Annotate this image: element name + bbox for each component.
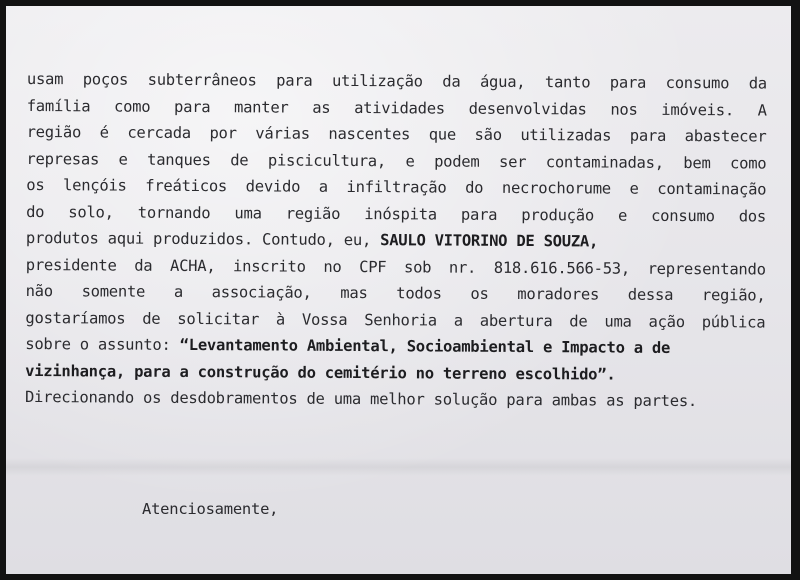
text-line-6-content-word: inóspita (364, 204, 437, 224)
text-line-1-content-word: da (748, 74, 767, 93)
text-line-9-content-word: os (470, 284, 489, 303)
text-line-3-content-word: para (629, 126, 667, 145)
text-line-4-content-word: e (405, 151, 415, 170)
text-line-7-content: produtos aqui produzidos. Contudo, eu, (25, 228, 372, 250)
text-line-10-content-word: de (569, 311, 588, 330)
text-line-8-content-word: inscrito (233, 256, 306, 276)
text-line-1-content-word: poços (82, 70, 129, 89)
text-line-4-content-word: ser (498, 152, 527, 171)
text-line-1-content-word: subterrâneos (147, 70, 257, 90)
text-line-3-content-word: é (99, 123, 109, 142)
text-line-5-content-word: e (629, 179, 639, 198)
text-line-10-content-word: à (275, 310, 286, 329)
text-line-8-content-word: sob (403, 257, 432, 276)
text-line-1-content-word: tanto (544, 73, 591, 92)
text-line-9-content-word: dessa (627, 285, 674, 304)
text-line-4-content-word: como (730, 153, 767, 173)
text-line-2-content-word: as (312, 98, 331, 117)
text-line-11 (25, 331, 765, 362)
text-line-8-content-word: representando (647, 259, 766, 279)
text-line-8-content-word: 818.616.566-53, (493, 258, 631, 278)
text-line-6-content-word: para (460, 205, 498, 224)
text-line-4-content-word: piscicultura, (267, 150, 387, 170)
text-line-8-content-word: CPF (359, 257, 387, 276)
text-line-9-content-word: moradores (517, 284, 600, 304)
text-line-2-content-word: manter (233, 97, 289, 117)
text-line-8-content-word: ACHA, (169, 256, 216, 275)
text-line-1-content-word: para (609, 73, 647, 92)
text-line-13 (25, 384, 765, 415)
text-line-2-content-word: nos (610, 100, 638, 119)
paper-sheet (6, 6, 791, 574)
text-line-10-content-word: a (453, 311, 463, 330)
text-line-9 (26, 278, 766, 309)
text-line-3-content-word: utilizadas (520, 126, 612, 145)
text-line-8-content-word: nr. (448, 258, 477, 277)
text-line-6-content-word: tornando (137, 203, 211, 222)
text-line-2-content-word: como (113, 97, 151, 116)
text-line-1-content-word: usam (26, 69, 64, 89)
text-line-9-content-word: mas (340, 283, 368, 303)
text-line-5-content-word: a (318, 177, 328, 196)
text-line-4-content-word: tanques (147, 150, 211, 169)
text-line-5-content-word: do (465, 178, 484, 197)
text-line-11-content: sobre o assunto: (25, 334, 171, 354)
text-line-4-content-word: bem (683, 153, 711, 172)
text-line-2-content-word: atividades (354, 98, 445, 118)
text-line-4-content-word: podem (434, 151, 480, 171)
closing-salutation: Atenciosamente, (142, 500, 279, 518)
text-line-4-content-word: represas (26, 149, 100, 168)
text-line-10-content-word: solicitar (177, 309, 260, 328)
text-line-6-content-word: dos (738, 206, 767, 226)
text-line-8-content-word: no (323, 257, 342, 276)
text-line-6-content-word: e (617, 206, 628, 225)
text-line-9-content-word: todos (396, 284, 442, 303)
text-line-3-content-word: abastecer (684, 127, 767, 146)
subject-title-part-1: “Levantamento Ambiental, Socioambiental e Impacto a de (179, 335, 671, 357)
text-line-1-content-word: utilização (331, 71, 423, 91)
text-line-1-content-word: para (276, 71, 313, 90)
text-line-10-content-word: uma (604, 312, 632, 331)
text-line-8-content-word: presidente (25, 255, 117, 275)
text-line-10-content-word: de (142, 309, 161, 328)
text-line-2-content-word: para (173, 97, 211, 116)
text-line-3 (27, 119, 767, 150)
text-line-6-content-word: produção (521, 205, 595, 224)
text-line-9-content-word: a (173, 282, 184, 301)
text-line-9-content-word: região, (701, 286, 766, 305)
text-line-3-content-word: nascentes (328, 124, 411, 144)
text-line-3-content-word: várias (255, 124, 310, 143)
text-line-4-content-word: e (118, 150, 128, 169)
text-line-10-content-word: pública (701, 312, 766, 332)
text-line-3-content-word: cercada (127, 123, 191, 143)
text-line-10-content-word: Senhoria (364, 310, 437, 330)
text-line-9-content-word: associação, (211, 283, 312, 302)
text-line-3-content-word: região (26, 122, 82, 142)
text-line-2-content-word: A (757, 100, 767, 120)
subject-title-part-2: vizinhança, para a construção do cemitério no terreno escolhido”. (25, 361, 616, 384)
text-line-9-content-word: somente (81, 282, 146, 301)
text-line-10-content-word: Vossa (301, 310, 348, 329)
text-line-6-content-word: do (26, 202, 45, 221)
text-line-10-content-word: ação (648, 312, 685, 331)
text-line-3-content-word: que (428, 125, 457, 144)
text-line-5-content-word: os (26, 175, 45, 195)
text-line-6-content-word: região (285, 204, 341, 223)
paper-fold (6, 458, 791, 476)
text-line-2-content-word: família (26, 96, 91, 115)
text-line-10-content-word: abertura (479, 311, 553, 330)
text-line-4-content-word: contaminadas, (545, 152, 664, 172)
text-line-3-content-word: são (474, 125, 502, 144)
text-line-4-content-word: de (230, 150, 249, 169)
text-line-5-content-word: freáticos (145, 176, 228, 196)
letter-body (25, 66, 767, 415)
text-line-3-content-word: por (209, 124, 237, 143)
text-line-5-content-word: devido (245, 177, 301, 196)
text-line-2-content-word: desenvolvidas (468, 99, 587, 118)
text-line-10-content-word: gostaríamos (25, 308, 126, 328)
text-line-9-content-word: não (25, 281, 53, 301)
text-line-5-content-word: necrochorume (501, 178, 611, 198)
text-line-8-content-word: da (134, 256, 153, 275)
text-line-1-content-word: água, (479, 72, 526, 92)
text-line-13-content: Direcionando os desdobramentos de uma melhor solução para ambas as partes. (24, 387, 698, 411)
signer-name: SAULO VITORINO DE SOUZA, (380, 231, 599, 251)
text-line-1-content-word: consumo (665, 73, 730, 93)
text-line-6-content-word: solo, (68, 202, 114, 222)
text-line-5-content-word: contaminação (657, 179, 767, 199)
text-line-1-content-word: da (442, 72, 461, 91)
text-line-6-content-word: consumo (651, 206, 715, 225)
text-line-5-content-word: infiltração (346, 177, 447, 197)
text-line-2-content-word: imóveis. (661, 100, 735, 119)
text-line-6-content-word: uma (234, 203, 262, 222)
text-line-5-content-word: lençóis (63, 176, 127, 195)
